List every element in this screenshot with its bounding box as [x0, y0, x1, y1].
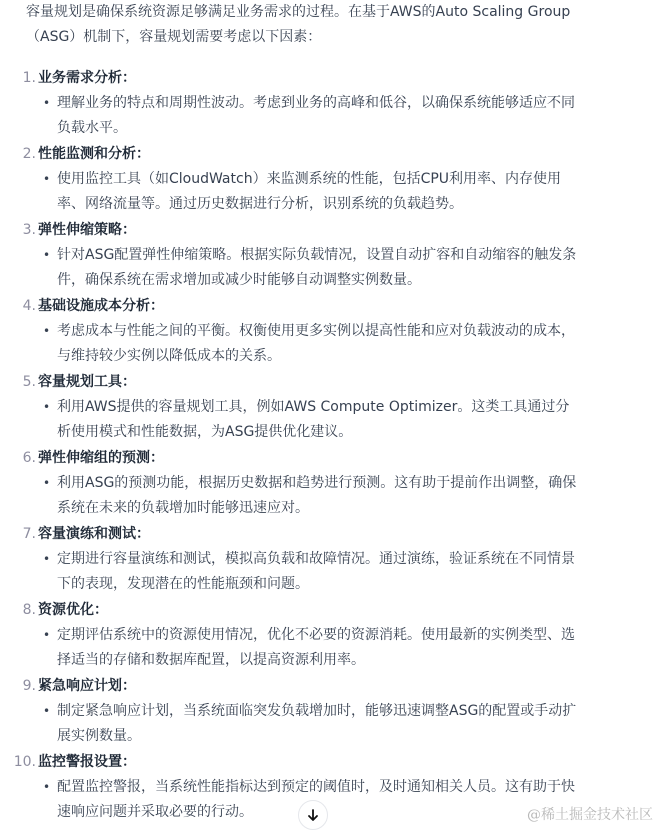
- bullet-icon: •: [43, 324, 51, 338]
- bullet-icon: •: [43, 248, 51, 262]
- bullet-icon: •: [43, 476, 51, 490]
- intro-line-2: （ASG）机制下，容量规划需要考虑以下因素：: [26, 29, 322, 45]
- item-title: 监控警报设置：: [38, 754, 136, 770]
- list-item: [0, 218, 620, 293]
- item-number: 9.: [22, 678, 36, 694]
- item-title: 基础设施成本分析：: [38, 298, 164, 314]
- item-bullet-text: 定期评估系统中的资源使用情况，优化不必要的资源消耗。使用最新的实例类型、选择适当的存储和数据库配置，以提高资源利用率。: [57, 627, 575, 668]
- item-bullet-text: 使用监控工具（如CloudWatch）来监测系统的性能，包括CPU利用率、内存使用率、网络流量等。通过历史数据进行分析，识别系统的负载趋势。: [57, 171, 562, 212]
- factor-list: [0, 66, 620, 826]
- item-title: 资源优化：: [38, 602, 108, 618]
- list-item: [0, 370, 620, 445]
- list-item: [0, 446, 620, 521]
- item-title: 紧急响应计划：: [38, 678, 136, 694]
- item-number: 3.: [22, 222, 36, 238]
- list-item: [0, 294, 620, 369]
- list-item: [0, 142, 620, 217]
- item-bullet-text: 理解业务的特点和周期性波动。考虑到业务的高峰和低谷，以确保系统能够适应不同负载水平。: [57, 95, 575, 136]
- arrow-down-icon: [306, 808, 320, 822]
- item-bullet-text: 针对ASG配置弹性伸缩策略。根据实际负载情况，设置自动扩容和自动缩容的触发条件，确保系统在需求增加或减少时能够自动调整实例数量。: [57, 247, 577, 288]
- bullet-icon: •: [43, 628, 51, 642]
- bullet-icon: •: [43, 96, 51, 110]
- item-bullet-text: 定期进行容量演练和测试，模拟高负载和故障情况。通过演练，验证系统在不同情景下的表现，发现潜在的性能瓶颈和问题。: [57, 551, 575, 592]
- list-item: [0, 522, 620, 597]
- item-number: 2.: [22, 146, 36, 162]
- item-number: 8.: [22, 602, 36, 618]
- intro-line-1: 容量规划是确保系统资源足够满足业务需求的过程。在基于AWS的Auto Scaling Group: [26, 4, 571, 20]
- item-number: 4.: [22, 298, 36, 314]
- item-title: 弹性伸缩策略：: [38, 222, 136, 238]
- list-item: [0, 598, 620, 673]
- list-item: [0, 674, 620, 749]
- item-title: 性能监测和分析：: [38, 146, 150, 162]
- bullet-icon: •: [43, 780, 51, 794]
- item-bullet-text: 利用AWS提供的容量规划工具，例如AWS Compute Optimizer。这类工具通过分析使用模式和性能数据，为ASG提供优化建议。: [57, 399, 570, 440]
- intro-paragraph: [26, 0, 626, 50]
- bullet-icon: •: [43, 400, 51, 414]
- item-bullet-text: 制定紧急响应计划，当系统面临突发负载增加时，能够迅速调整ASG的配置或手动扩展实例数量。: [57, 703, 577, 744]
- bullet-icon: •: [43, 552, 51, 566]
- item-bullet-text: 考虑成本与性能之间的平衡。权衡使用更多实例以提高性能和应对负载波动的成本，与维持较少实例以降低成本的关系。: [57, 323, 575, 364]
- bullet-icon: •: [43, 172, 51, 186]
- item-bullet-text: 利用ASG的预测功能，根据历史数据和趋势进行预测。这有助于提前作出调整，确保系统在未来的负载增加时能够迅速应对。: [57, 475, 577, 516]
- item-number: 7.: [22, 526, 36, 542]
- item-number: 6.: [22, 450, 36, 466]
- item-number: 10.: [13, 754, 36, 770]
- item-number: 1.: [22, 70, 36, 86]
- item-number: 5.: [22, 374, 36, 390]
- item-title: 容量规划工具：: [38, 374, 136, 390]
- watermark: @稀土掘金技术社区: [527, 807, 653, 823]
- item-title: 容量演练和测试：: [38, 526, 150, 542]
- item-bullet-text: 配置监控警报，当系统性能指标达到预定的阈值时，及时通知相关人员。这有助于快速响应问题并采取必要的行动。: [57, 779, 575, 820]
- list-item: [0, 66, 620, 141]
- item-title: 业务需求分析：: [38, 70, 136, 86]
- bullet-icon: •: [43, 704, 51, 718]
- scroll-to-bottom-button[interactable]: [298, 800, 328, 830]
- item-title: 弹性伸缩组的预测：: [38, 450, 164, 466]
